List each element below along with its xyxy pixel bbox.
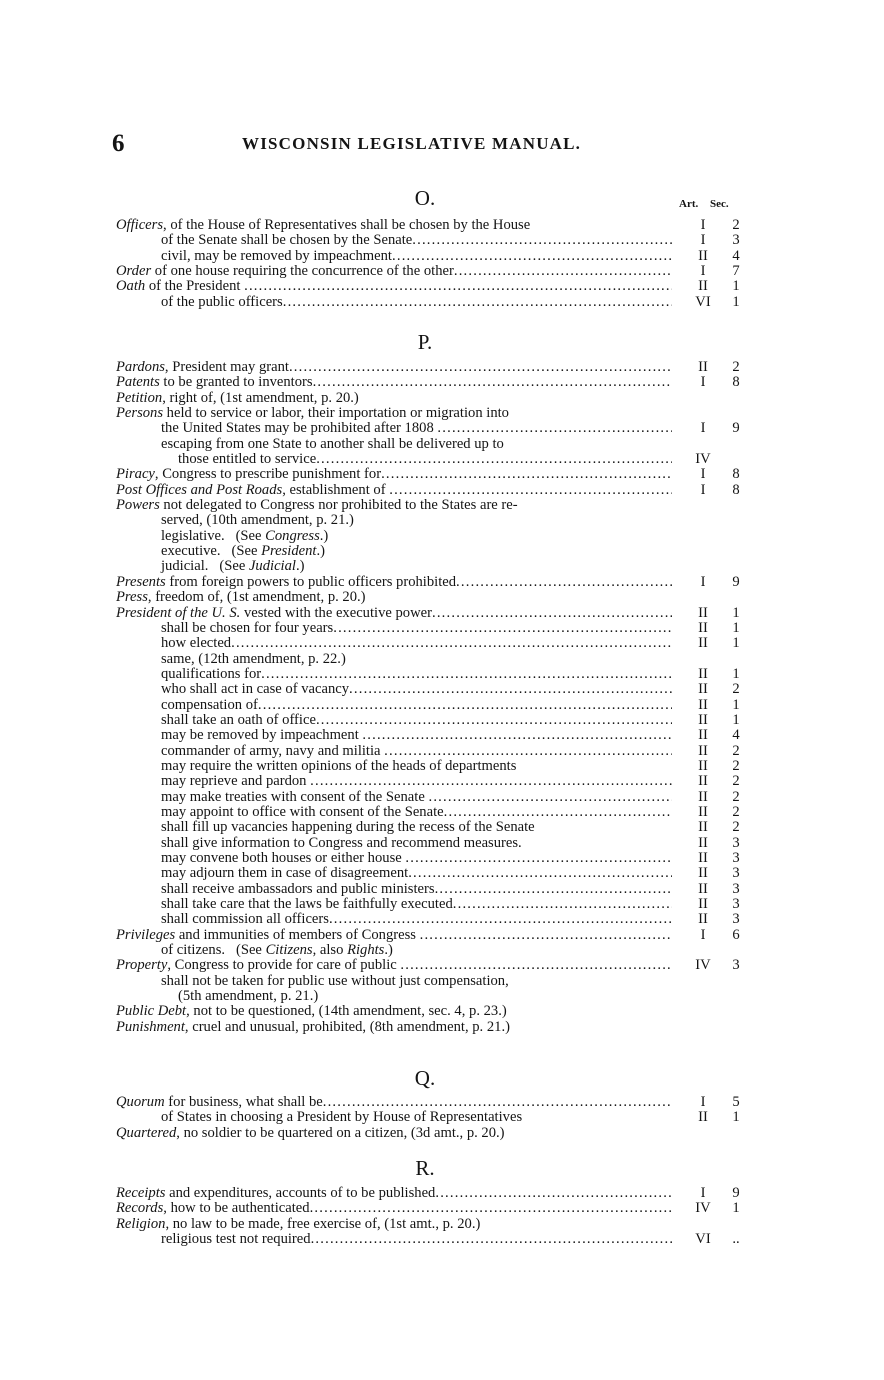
entry-text: same, (12th amendment, p. 22.) [161, 650, 346, 667]
section-number: .. [732, 1231, 740, 1248]
leader-dots [432, 606, 672, 621]
article-number: IV [695, 1200, 711, 1217]
index-entry [0, 375, 884, 390]
article-number: IV [695, 957, 711, 974]
running-title: WISCONSIN LEGISLATIVE MANUAL. [242, 134, 582, 153]
leader-dots [428, 790, 672, 805]
article-number: I [700, 374, 706, 391]
entry-text: shall take care that the laws be faithfully executed [161, 896, 453, 913]
entry-text: may require the written opinions of the heads of departments [161, 757, 517, 774]
entry-text: of one house requiring the concurrence of the other [151, 263, 454, 280]
section-number: 8 [732, 466, 740, 483]
index-entry [0, 667, 884, 682]
entry-cross-reference: Judicial [248, 558, 296, 575]
entry-text: , right of, (1st amendment, p. 20.) [162, 389, 359, 406]
index-entry [0, 437, 884, 452]
index-entry [0, 989, 884, 1004]
entry-text: of the Senate shall be chosen by the Senate [161, 232, 413, 249]
section-entries [0, 1186, 884, 1247]
leader-dots [329, 912, 672, 927]
index-entry [0, 529, 884, 544]
leader-dots [384, 744, 672, 759]
entry-text: .) [319, 527, 329, 544]
index-entry [0, 575, 884, 590]
leader-dots [316, 452, 672, 467]
entry-text: .) [384, 942, 393, 959]
article-number: II [698, 803, 708, 820]
entry-cross-reference: Citizens [265, 942, 313, 959]
leader-dots [310, 774, 672, 789]
article-number: I [700, 420, 706, 437]
article-number: II [698, 911, 708, 928]
index-entry [0, 264, 884, 279]
column-header-sec: Sec. [710, 198, 729, 210]
entry-text: served, (10th amendment, p. 21.) [161, 512, 354, 529]
index-entry [0, 912, 884, 927]
leader-dots [323, 1095, 672, 1110]
entry-term: Order [116, 263, 152, 280]
section-number: 8 [732, 374, 740, 391]
article-number: II [698, 896, 708, 913]
article-number: II [698, 788, 708, 805]
entry-text: legislative. (See [161, 527, 266, 544]
index-entry [0, 820, 884, 835]
section-number: 3 [732, 896, 740, 913]
index-entry [0, 728, 884, 743]
entry-term: Religion [116, 1215, 166, 1232]
section-letter: Q. [414, 1066, 436, 1090]
entry-text: .) [316, 543, 325, 560]
index-entry [0, 1126, 884, 1141]
entry-text: who shall act in case of vacancy [161, 681, 350, 698]
section-letter: P. [417, 330, 433, 354]
entry-text: .) [295, 558, 305, 575]
entry-text: may adjourn them in case of disagreement [161, 865, 409, 882]
section-number: 2 [732, 359, 740, 375]
leader-dots [444, 805, 672, 820]
entry-term: Patents [116, 374, 160, 391]
index-entry [0, 590, 884, 605]
article-number: II [698, 359, 708, 375]
section-entries [0, 1095, 884, 1141]
leader-dots [405, 851, 672, 866]
entry-text: , no soldier to be quartered on a citizen, (3d amt., p. 20.) [176, 1124, 505, 1141]
index-entry [0, 636, 884, 651]
leader-dots [310, 1201, 672, 1216]
article-number: II [698, 278, 708, 295]
section-number: 3 [732, 880, 740, 897]
article-number: II [698, 711, 708, 728]
index-entry [0, 218, 884, 233]
entry-text: , establishment of [282, 481, 390, 498]
article-number: II [698, 665, 708, 682]
entry-text: held to service or labor, their importation or migration into [163, 405, 509, 422]
index-entry [0, 759, 884, 774]
leader-dots [349, 682, 672, 697]
index-entry [0, 882, 884, 897]
index-entry [0, 928, 884, 943]
entry-term: Public Debt [116, 1003, 187, 1020]
entry-cross-reference: Rights [347, 942, 385, 959]
leader-dots [389, 483, 672, 498]
article-number: I [700, 481, 706, 498]
index-entry [0, 498, 884, 513]
index-entry [0, 1004, 884, 1019]
entry-text: may appoint to office with consent of the Senate [161, 803, 444, 820]
index-entry [0, 452, 884, 467]
leader-dots [453, 897, 672, 912]
article-number: I [700, 1185, 706, 1201]
entry-text: compensation of [161, 696, 258, 713]
index-entry [0, 836, 884, 851]
leader-dots [420, 928, 672, 943]
index-entry [0, 943, 884, 958]
entry-text: escaping from one State to another shall be delivered up to [161, 435, 504, 452]
section-number: 3 [732, 850, 740, 866]
entry-text: may reprieve and pardon [161, 773, 311, 790]
index-entry [0, 958, 884, 973]
entry-text: of the President [145, 278, 245, 295]
leader-dots [231, 636, 672, 651]
section-number: 1 [732, 619, 740, 636]
article-number: VI [695, 1231, 711, 1248]
entry-text: may make treaties with consent of the Senate [161, 788, 429, 805]
article-number: II [698, 850, 708, 866]
entry-text: , Congress to provide for care of public [167, 957, 401, 974]
index-entry [0, 249, 884, 264]
section-number: 4 [732, 247, 740, 264]
entry-cross-reference: President [261, 543, 317, 560]
entry-text: of States in choosing a President by House of Representatives [161, 1109, 523, 1126]
index-entry [0, 467, 884, 482]
section-number: 1 [732, 604, 740, 621]
entry-term: Officers [116, 217, 164, 233]
article-number: I [700, 466, 706, 483]
article-number: I [700, 573, 706, 590]
entry-text: the United States may be prohibited after 1808 [161, 420, 438, 437]
entry-text: , Congress to prescribe punishment for [154, 466, 382, 483]
article-number: II [698, 757, 708, 774]
entry-term: Quorum [116, 1094, 165, 1110]
article-number: II [698, 247, 708, 264]
leader-dots [437, 421, 672, 436]
entry-term: Privileges [116, 926, 176, 943]
section-number: 2 [732, 742, 740, 759]
leader-dots [400, 958, 672, 973]
leader-dots [412, 233, 672, 248]
entry-term: Presents [116, 573, 166, 590]
entry-term: Oath [116, 278, 146, 295]
article-number: II [698, 819, 708, 836]
section-number: 1 [732, 1109, 740, 1126]
entry-text: shall take an oath of office [161, 711, 316, 728]
section-letter: R. [415, 1156, 435, 1180]
index-entry [0, 774, 884, 789]
entry-text: qualifications for [161, 665, 262, 682]
page-number: 6 [112, 130, 125, 157]
section-number: 2 [732, 681, 740, 698]
section-number: 2 [732, 803, 740, 820]
entry-text: those entitled to service [178, 451, 317, 468]
entry-term: Petition [116, 389, 163, 406]
index-entry [0, 1110, 884, 1125]
section-number: 5 [732, 1094, 740, 1110]
article-number: II [698, 742, 708, 759]
entry-text: religious test not required [161, 1231, 311, 1248]
section-entries [0, 218, 884, 310]
section-number: 3 [732, 865, 740, 882]
leader-dots [283, 295, 672, 310]
entry-cross-reference: Congress [265, 527, 320, 544]
leader-dots [258, 698, 672, 713]
index-entry [0, 1095, 884, 1110]
article-number: II [698, 880, 708, 897]
leader-dots [381, 467, 672, 482]
section-letter: O. [414, 186, 436, 210]
leader-dots [261, 667, 672, 682]
entry-text: of the public officers [161, 293, 283, 310]
entry-text: shall receive ambassadors and public ministers [161, 880, 435, 897]
section-number: 3 [732, 957, 740, 974]
article-number: II [698, 1109, 708, 1126]
index-entry [0, 805, 884, 820]
entry-term: Property [116, 957, 168, 974]
entry-term: Persons [116, 405, 164, 422]
leader-dots [435, 882, 672, 897]
entry-text: not delegated to Congress nor prohibited to the States are re- [159, 497, 518, 514]
index-entry [0, 1201, 884, 1216]
index-entry [0, 713, 884, 728]
entry-text: to be granted to inventors [159, 374, 313, 391]
entry-text: may convene both houses or either house [161, 850, 406, 866]
index-entry [0, 233, 884, 248]
article-number: I [700, 263, 706, 280]
section-number: 2 [732, 773, 740, 790]
index-entry [0, 279, 884, 294]
index-entry [0, 1186, 884, 1201]
entry-text: and immunities of members of Congress [175, 926, 420, 943]
section-number: 1 [732, 696, 740, 713]
leader-dots [392, 249, 672, 264]
article-number: II [698, 834, 708, 851]
entry-text: , freedom of, (1st amendment, p. 20.) [147, 589, 366, 606]
index-entry [0, 295, 884, 310]
section-number: 1 [732, 635, 740, 652]
leader-dots [454, 264, 672, 279]
entry-text: , cruel and unusual, prohibited, (8th amendment, p. 21.) [184, 1018, 510, 1035]
entry-text: shall be chosen for four years [161, 619, 334, 636]
leader-dots [311, 1232, 672, 1247]
section-number: 3 [732, 911, 740, 928]
entry-term: Press [116, 589, 148, 606]
entry-term: Piracy [116, 466, 155, 483]
entry-text: commander of army, navy and militia [161, 742, 385, 759]
leader-dots [408, 866, 672, 881]
index-entry [0, 544, 884, 559]
article-number: II [698, 865, 708, 882]
section-number: 2 [732, 819, 740, 836]
section-number: 7 [732, 263, 740, 280]
column-header-art: Art. [679, 198, 699, 210]
entry-text: judicial. (See [161, 558, 249, 575]
entry-term: Powers [116, 497, 160, 514]
leader-dots [456, 575, 672, 590]
article-number: IV [695, 451, 711, 468]
article-number: I [700, 1094, 706, 1110]
section-number: 2 [732, 217, 740, 233]
section-number: 1 [732, 1200, 740, 1217]
entry-text: vested with the executive power [240, 604, 432, 621]
article-number: II [698, 604, 708, 621]
section-number: 1 [732, 278, 740, 295]
index-entry [0, 790, 884, 805]
leader-dots [333, 621, 672, 636]
entry-text: , how to be authenticated [163, 1200, 310, 1217]
entry-text: how elected [161, 635, 232, 652]
leader-dots [362, 728, 672, 743]
leader-dots [435, 1186, 672, 1201]
article-number: II [698, 727, 708, 744]
leader-dots [289, 360, 672, 375]
article-number: II [698, 696, 708, 713]
entry-text: shall commission all officers [161, 911, 329, 928]
section-number: 9 [732, 1185, 740, 1201]
index-entry [0, 483, 884, 498]
entry-text: , no law to be made, free exercise of, (1st amt., p. 20.) [165, 1215, 481, 1232]
entry-text: shall fill up vacancies happening during the recess of the Senate [161, 819, 535, 836]
entry-term: Records [116, 1200, 164, 1217]
entry-text: shall not be taken for public use without just compensation, [161, 972, 509, 989]
index-entry [0, 559, 884, 574]
section-number: 3 [732, 834, 740, 851]
section-number: 6 [732, 926, 740, 943]
section-number: 8 [732, 481, 740, 498]
leader-dots [244, 279, 672, 294]
entry-text: from foreign powers to public officers prohibited [165, 573, 457, 590]
entry-term: Receipts [116, 1185, 166, 1201]
entry-term: Pardons [116, 359, 165, 375]
index-entry [0, 391, 884, 406]
section-number: 9 [732, 420, 740, 437]
entry-text: , also [312, 942, 348, 959]
index-entry [0, 682, 884, 697]
index-entry [0, 897, 884, 912]
entry-term: Post Offices and Post Roads [116, 481, 283, 498]
index-entry [0, 421, 884, 436]
entry-text: and expenditures, accounts of to be published [165, 1185, 436, 1201]
index-entry [0, 974, 884, 989]
index-entry [0, 513, 884, 528]
section-number: 1 [732, 711, 740, 728]
entry-text: , of the House of Representatives shall be chosen by the House [163, 217, 531, 233]
index-entry [0, 360, 884, 375]
entry-text: executive. (See [161, 543, 262, 560]
entry-text: (5th amendment, p. 21.) [178, 988, 319, 1005]
entry-text: shall give information to Congress and recommend measures. [161, 834, 522, 851]
article-number: I [700, 232, 706, 249]
article-number: II [698, 619, 708, 636]
entry-text: civil, may be removed by impeachment [161, 247, 392, 264]
entry-text: , not to be questioned, (14th amendment, sec. 4, p. 23.) [186, 1003, 507, 1020]
entry-text: for business, what shall be [164, 1094, 323, 1110]
page-header [112, 130, 672, 156]
index-entry [0, 744, 884, 759]
index-entry [0, 652, 884, 667]
index-entry [0, 866, 884, 881]
article-number: I [700, 217, 706, 233]
leader-dots [313, 375, 672, 390]
index-entry [0, 851, 884, 866]
article-number: II [698, 773, 708, 790]
entry-text: of citizens. (See [161, 942, 266, 959]
entry-term: Quartered [116, 1124, 177, 1141]
index-entry [0, 621, 884, 636]
leader-dots [316, 713, 672, 728]
entry-term: Punishment [116, 1018, 185, 1035]
section-number: 1 [732, 293, 740, 310]
index-entry [0, 406, 884, 421]
entry-term: President of the U. S. [116, 604, 241, 621]
entry-text: may be removed by impeachment [161, 727, 363, 744]
section-number: 2 [732, 757, 740, 774]
article-number: I [700, 926, 706, 943]
index-entry [0, 698, 884, 713]
index-entry [0, 1020, 884, 1035]
section-number: 9 [732, 573, 740, 590]
index-entry [0, 1217, 884, 1232]
index-entry [0, 606, 884, 621]
article-number: VI [695, 293, 711, 310]
entry-text: , President may grant [164, 359, 289, 375]
article-number: II [698, 681, 708, 698]
section-number: 3 [732, 232, 740, 249]
section-number: 4 [732, 727, 740, 744]
section-number: 2 [732, 788, 740, 805]
index-entry [0, 1232, 884, 1247]
section-entries [0, 360, 884, 1035]
section-number: 1 [732, 665, 740, 682]
article-number: II [698, 635, 708, 652]
